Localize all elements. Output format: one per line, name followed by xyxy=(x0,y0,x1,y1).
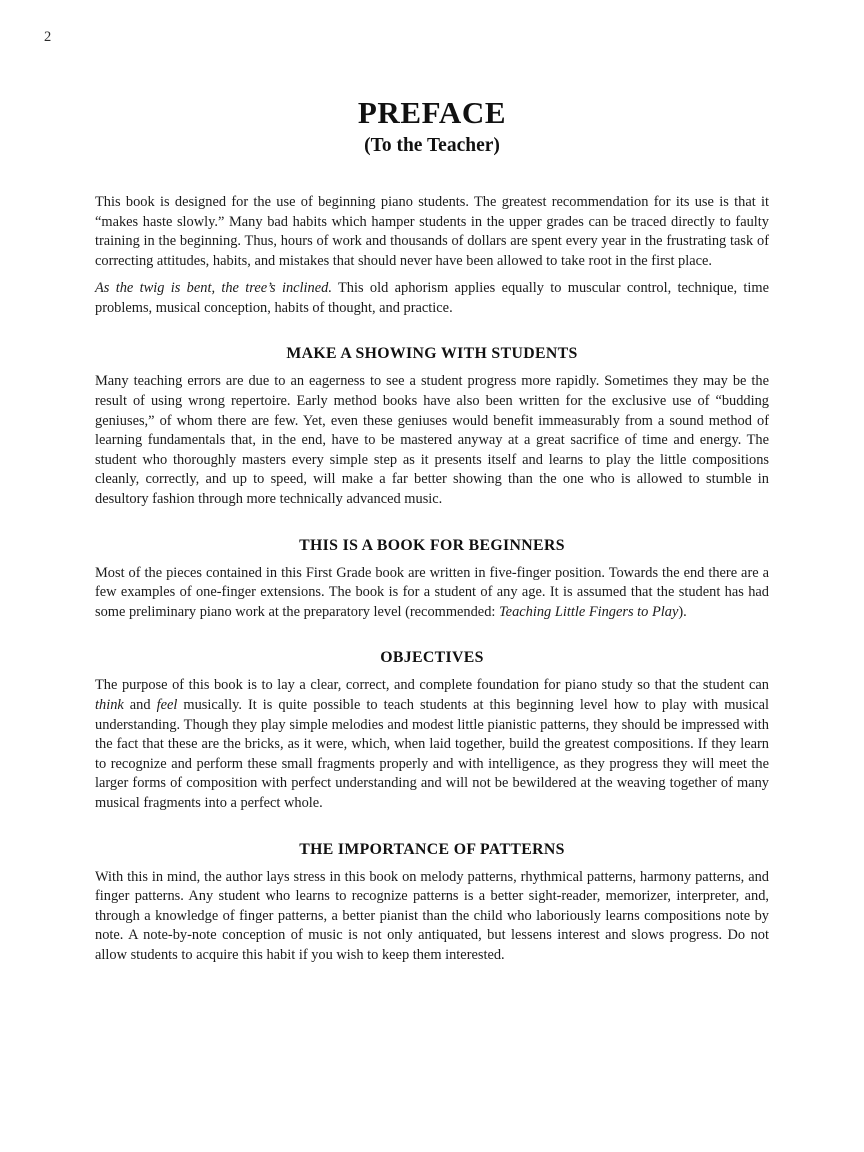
section-paragraph-make-a-showing: Many teaching errors are due to an eagerness to see a student progress more rapidly. Sometimes they may be the result of using wrong repertoire. Early method books have also been written for the exclusive use of “budding geniuses,” of whom there are few. Yet, even these geniuses would benefit immeasurably from a sound method of learning fundamentals that, in the end, have to be mastered anyway at a great sacrifice of time and energy. The student who thoroughly masters every simple step as it presents itself and learns to play the little compositions cleanly, correctly, and up to speed, will make a far better showing than the one who is allowed to stumble in desultory fashion through more technically advanced music. xyxy=(95,373,769,508)
page-content xyxy=(95,96,769,966)
objectives-italic-think: think xyxy=(95,697,124,713)
objectives-italic-feel: feel xyxy=(156,697,178,713)
beginners-text-part-1: Most of the pieces contained in this First Grade book are written in five-finger position. Towards the end there are a few examples of one-finger extensions. The book is for a student of any age. It is assumed that the student has had some preliminary piano work at the preparatory level (recommended: xyxy=(95,564,769,620)
objectives-text-part-3: musically. It is quite possible to teach students at this beginning level how to play with musical understanding. Though they play simple melodies and modest little pianistic patterns, they should be impressed with the fact that these are the bricks, as it were, which, when laid together, build the greatest compositions. If they learn to recognize and perform these small fragments properly and with intelligence, as they progress they will meet the larger forms of composition with perfect understanding and will not be bewildered at the weaving together of many musical fragments into a perfect whole. xyxy=(95,697,770,811)
referenced-book-title: Teaching Little Fingers to Play xyxy=(499,603,679,620)
objectives-text-part-1: The purpose of this book is to lay a clear, correct, and complete foundation for piano study so that the student can xyxy=(95,677,769,694)
objectives-text-part-2: and xyxy=(123,697,157,713)
aphorism-rest: This old aphorism applies equally to muscular control, technique, time problems, musical conception, habits of thought, and practice. xyxy=(95,280,769,316)
intro-block xyxy=(95,193,769,319)
beginners-text-part-2: ). xyxy=(678,603,687,620)
page-number: 2 xyxy=(44,29,52,45)
section-paragraph-importance-of-patterns: With this in mind, the author lays stress in this book on melody patterns, rhythmical patterns, harmony patterns, and finger patterns. Any student who learns to recognize patterns is a better sight-reader, memorizer, interpreter, and, through a knowledge of finger patterns, a better pianist than the child who laboriously learns compositions note by note. A note-by-note conception of music is not only antiquated, but lessens interest and slows progress. Do not allow students to acquire this habit if you wish to keep them interested. xyxy=(95,868,769,963)
page-title: PREFACE xyxy=(357,95,507,130)
section-heading-make-a-showing: MAKE A SHOWING WITH STUDENTS xyxy=(286,345,578,363)
section-heading-importance-of-patterns: THE IMPORTANCE OF PATTERNS xyxy=(299,840,565,858)
section-heading-book-for-beginners: THIS IS A BOOK FOR BEGINNERS xyxy=(299,536,565,554)
page-subtitle: (To the Teacher) xyxy=(364,135,500,157)
section-heading-objectives: OBJECTIVES xyxy=(380,649,484,667)
intro-paragraph-2 xyxy=(95,279,769,318)
section-paragraph-book-for-beginners xyxy=(95,564,769,623)
aphorism-italic: As the twig is bent, the tree’s inclined. xyxy=(95,280,332,297)
section-paragraph-objectives xyxy=(95,676,769,813)
intro-paragraph-1: This book is designed for the use of beginning piano students. The greatest recommendation for its use is that it “makes haste slowly.” Many bad habits which hamper students in the upper grades can be traced directly to faulty training in the beginning. Thus, hours of work and thousands of dollars are spent every year in the frustrating task of correcting attitudes, habits, and mistakes that should never have been allowed to take root in the first place. xyxy=(95,193,769,269)
